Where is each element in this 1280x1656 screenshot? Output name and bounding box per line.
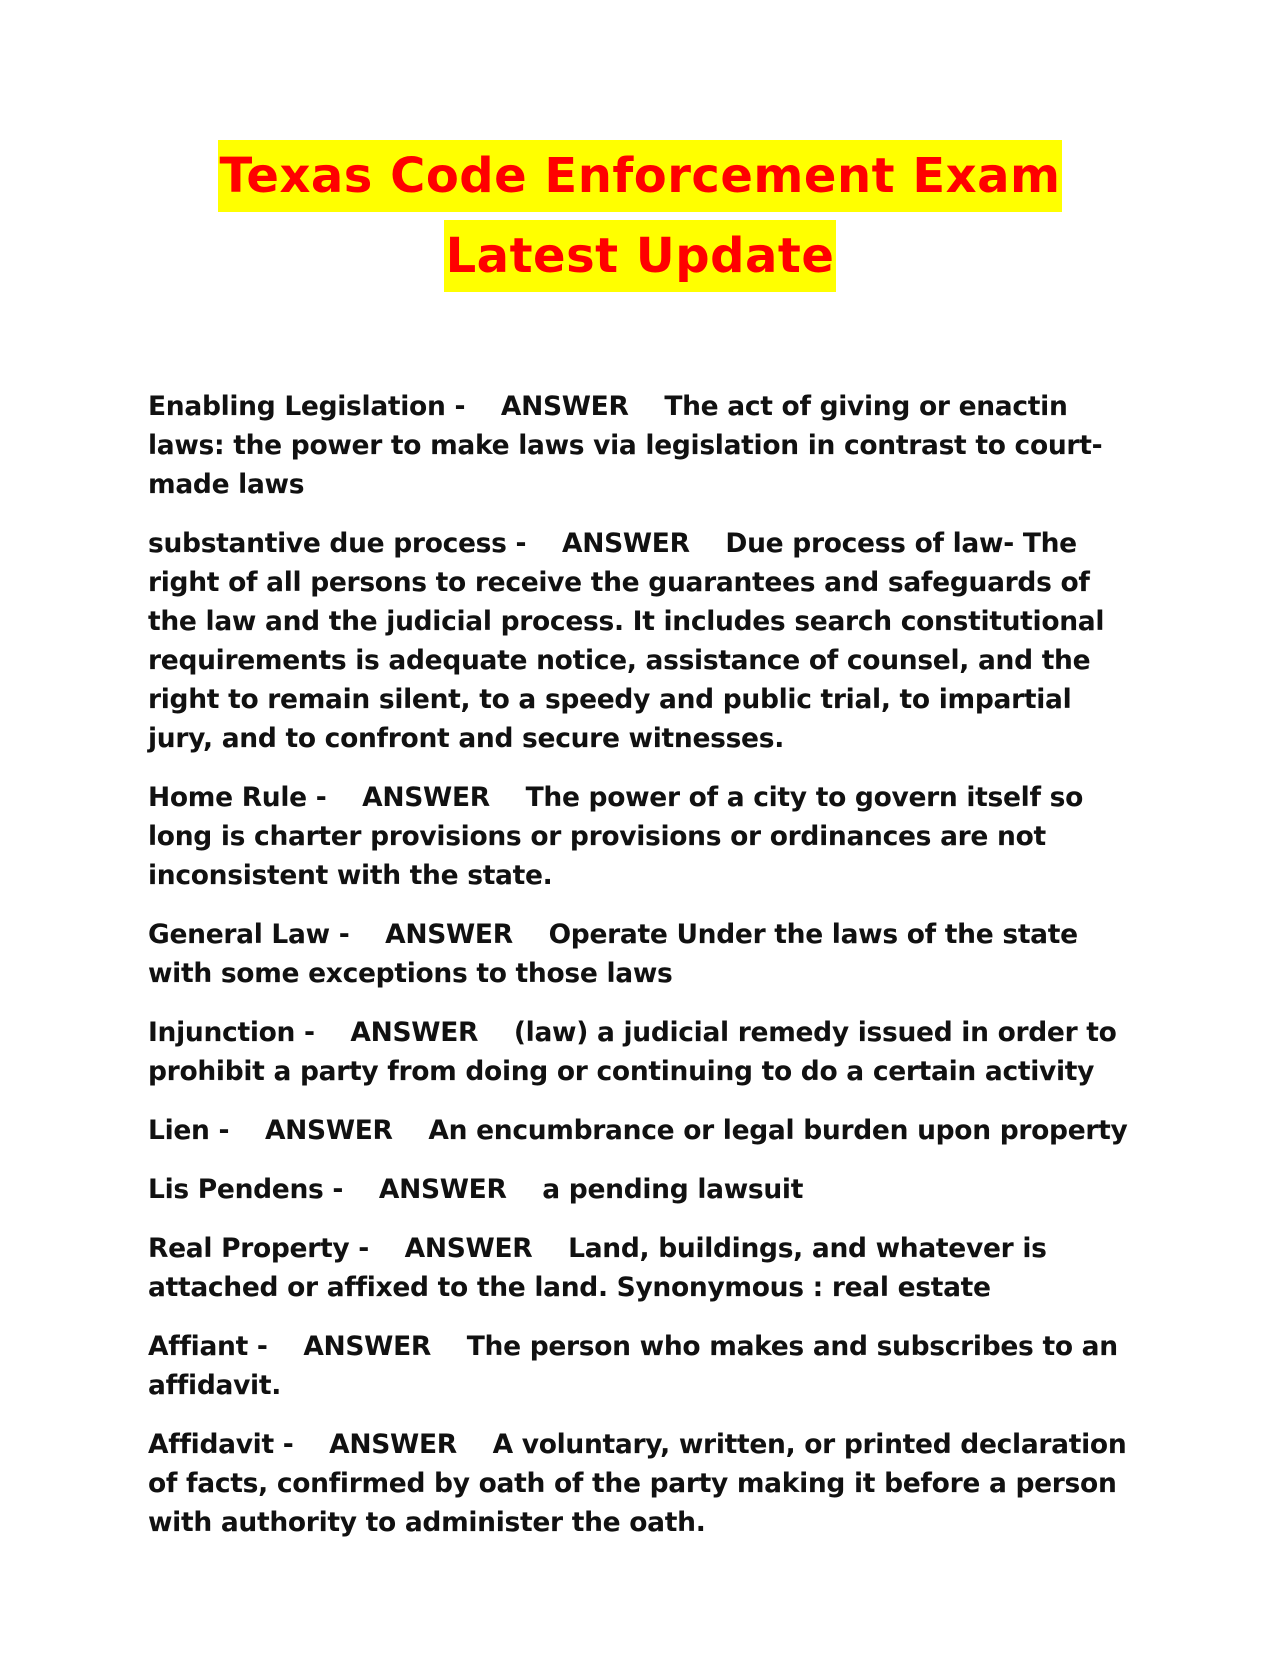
flashcard-entry [148, 1013, 1138, 1091]
entry-term: Lis Pendens - [148, 1174, 344, 1205]
flashcard-entry [148, 1111, 1138, 1150]
entry-definition: The act of giving or enactin laws: the power to make laws via legislation in contrast to court-made laws [148, 391, 1103, 500]
answer-label: ANSWER [350, 1017, 479, 1048]
answer-label: ANSWER [404, 1233, 533, 1264]
title-line-1: Texas Code Enforcement Exam [218, 140, 1063, 212]
flashcard-entry [148, 524, 1138, 758]
entry-definition: (law) a judicial remedy issued in order to prohibit a party from doing or continuing to do a certain activity [148, 1017, 1117, 1087]
entry-definition: The person who makes and subscribes to an affidavit. [148, 1331, 1118, 1401]
document-title [0, 140, 1280, 292]
answer-label: ANSWER [385, 919, 513, 950]
answer-label: ANSWER [329, 1429, 457, 1460]
flashcard-entry [148, 778, 1138, 895]
answer-label: ANSWER [362, 782, 490, 813]
entry-term: Lien - [148, 1115, 230, 1146]
entry-definition: Land, buildings, and whatever is attached or affixed to the land. Synonymous : real estate [148, 1233, 1047, 1303]
entry-definition: A voluntary, written, or printed declaration of facts, confirmed by oath of the party making it before a person with authority to administer the oath. [148, 1429, 1127, 1538]
answer-label: ANSWER [303, 1331, 432, 1362]
entry-term: Affiant - [148, 1331, 268, 1362]
flashcard-entry [148, 915, 1138, 993]
entry-term: Real Property - [148, 1233, 369, 1264]
flashcard-entry [148, 1170, 1138, 1209]
entry-term: substantive due process - [148, 528, 527, 559]
entry-definition: Operate Under the laws of the state with some exceptions to those laws [148, 919, 1078, 989]
entry-term: Injunction - [148, 1017, 315, 1048]
entry-definition: a pending lawsuit [542, 1174, 804, 1205]
answer-label: ANSWER [561, 528, 690, 559]
entry-definition: Due process of law- The right of all persons to receive the guarantees and safeguards of the law and the judicial process. It includes search constitutional requirements is adequate notice, assistance of counsel, and the right to remain silent, to a speedy and public trial, to impartial jury, and to confront and secure witnesses. [148, 528, 1105, 754]
answer-label: ANSWER [264, 1115, 393, 1146]
entry-term: Home Rule - [148, 782, 327, 813]
entry-term: Enabling Legislation - [148, 391, 466, 422]
entry-term: Affidavit - [148, 1429, 294, 1460]
flashcard-entry [148, 1425, 1138, 1542]
flashcard-entry [148, 1229, 1138, 1307]
title-line-2: Latest Update [444, 220, 837, 292]
answer-label: ANSWER [378, 1174, 507, 1205]
flashcard-entry [148, 387, 1138, 504]
entry-term: General Law - [148, 919, 350, 950]
entry-definition: The power of a city to govern itself so long is charter provisions or provisions or ordinances are not inconsistent with the state. [148, 782, 1083, 891]
answer-label: ANSWER [500, 391, 629, 422]
flashcard-list [148, 387, 1138, 1562]
flashcard-entry [148, 1327, 1138, 1405]
entry-definition: An encumbrance or legal burden upon property [428, 1115, 1128, 1146]
